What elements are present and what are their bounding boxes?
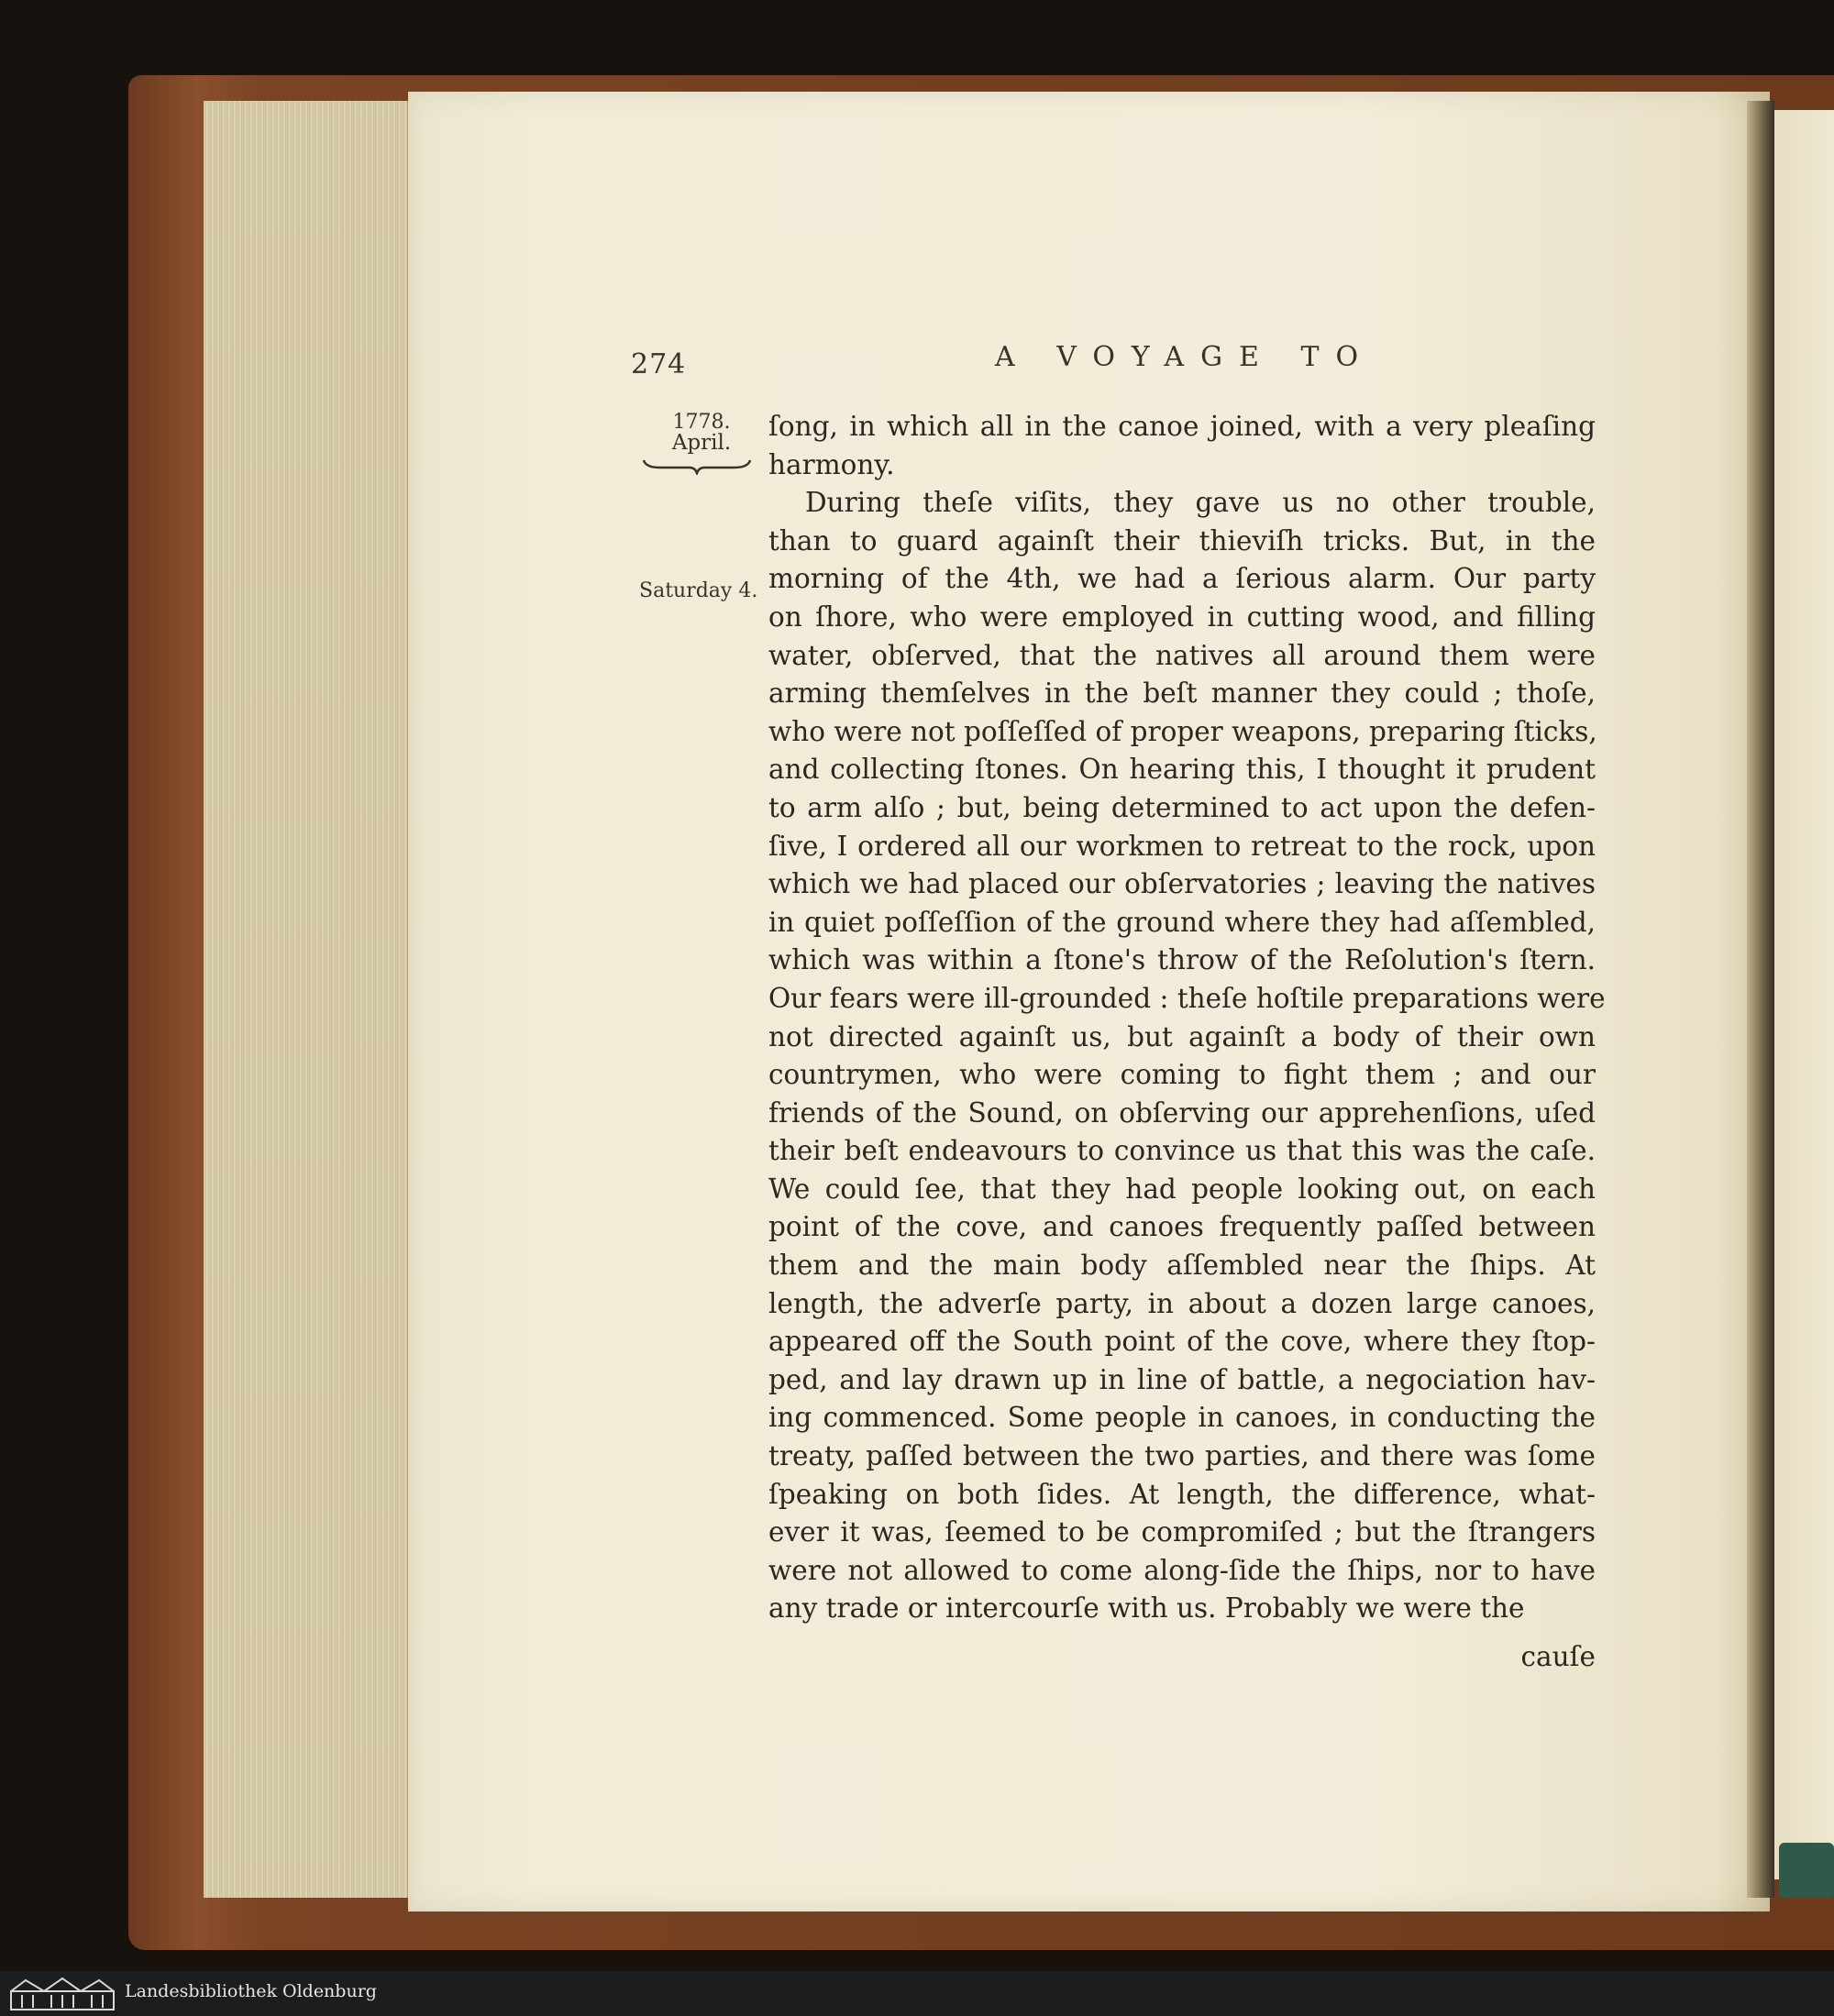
library-building-icon <box>7 1975 117 2011</box>
text-line: morning of the 4th, we had a ſerious alarm. Our party <box>768 563 1596 595</box>
body-text <box>768 408 1606 1628</box>
footer-library-name: Landesbibliothek Oldenburg <box>125 1981 377 2001</box>
margin-year: 1778. <box>672 411 731 434</box>
margin-date: Saturday 4. <box>639 579 758 602</box>
text-line: on ſhore, who were employed in cutting wood, and filling <box>768 600 1596 633</box>
text-line: who were not poſſeſſed of proper weapons, preparing ſticks, <box>768 715 1597 747</box>
text-line: point of the cove, and canoes frequently paſſed between <box>768 1211 1596 1243</box>
text-line: ſong, in which all in the canoe joined, with a very pleaſing <box>768 411 1596 442</box>
text-line: which was within a ſtone's throw of the Reſolution's ſtern. <box>768 944 1596 976</box>
margin-brace-icon <box>642 457 752 475</box>
text-line: their beſt endeavours to convince us that this was the caſe. <box>768 1135 1596 1167</box>
text-line: appeared off the South point of the cove, where they ſtop- <box>768 1326 1596 1358</box>
text-line: treaty, paſſed between the two parties, and there was ſome <box>768 1440 1596 1472</box>
catchword: cauſe <box>1520 1641 1596 1672</box>
text-line: Our fears were ill-grounded : theſe hoſtile preparations were <box>768 982 1606 1014</box>
page-number: 274 <box>631 348 687 380</box>
text-line: which we had placed our obſervatories ; leaving the natives <box>768 868 1596 900</box>
text-line: were not allowed to come along-ſide the ſhips, nor to have <box>768 1554 1596 1586</box>
text-line: not directed againſt us, but againſt a body of their own <box>768 1020 1596 1052</box>
text-line: friends of the Sound, on obſerving our apprehenſions, uſed <box>768 1096 1596 1129</box>
text-line: ſpeaking on both ſides. At length, the difference, what- <box>768 1478 1596 1510</box>
text-line: During theſe viſits, they gave us no other trouble, <box>805 487 1596 519</box>
text-line: harmony. <box>768 448 895 480</box>
text-line: in quiet poſſeſſion of the ground where they had aſſembled, <box>768 906 1596 938</box>
text-line: any trade or intercourſe with us. Probably we were the <box>768 1592 1525 1625</box>
text-line: ever it was, ſeemed to be compromiſed ; but the ſtrangers <box>768 1516 1596 1548</box>
text-line: ing commenced. Some people in canoes, in conducting the <box>768 1402 1596 1434</box>
text-line: and collecting ſtones. On hearing this, I thought it prudent <box>768 754 1596 786</box>
book-gutter <box>1747 101 1774 1898</box>
running-head: A VOYAGE TO <box>995 341 1376 373</box>
text-line: water, obſerved, that the natives all around them were <box>768 639 1596 671</box>
text-line: ped, and lay drawn up in line of battle, a negociation hav- <box>768 1363 1596 1395</box>
facing-page-edge <box>1774 110 1834 1879</box>
bookmark-ribbon <box>1779 1843 1834 1898</box>
text-line: countrymen, who were coming to fight them ; and our <box>768 1059 1596 1091</box>
text-line: arming themſelves in the beſt manner they could ; thoſe, <box>768 678 1596 710</box>
text-line: to arm alſo ; but, being determined to act upon the defen- <box>768 791 1596 823</box>
page-block-edge <box>204 101 409 1898</box>
margin-month: April. <box>671 431 732 455</box>
text-line: than to guard againſt their thieviſh tricks. But, in the <box>768 524 1596 556</box>
text-line: ſive, I ordered all our workmen to retreat to the rock, upon <box>768 830 1596 862</box>
text-line: We could ſee, that they had people looking out, on each <box>768 1173 1596 1205</box>
text-line: length, the adverſe party, in about a dozen large canoes, <box>768 1287 1596 1319</box>
text-line: them and the main body aſſembled near the ſhips. At <box>768 1250 1596 1282</box>
